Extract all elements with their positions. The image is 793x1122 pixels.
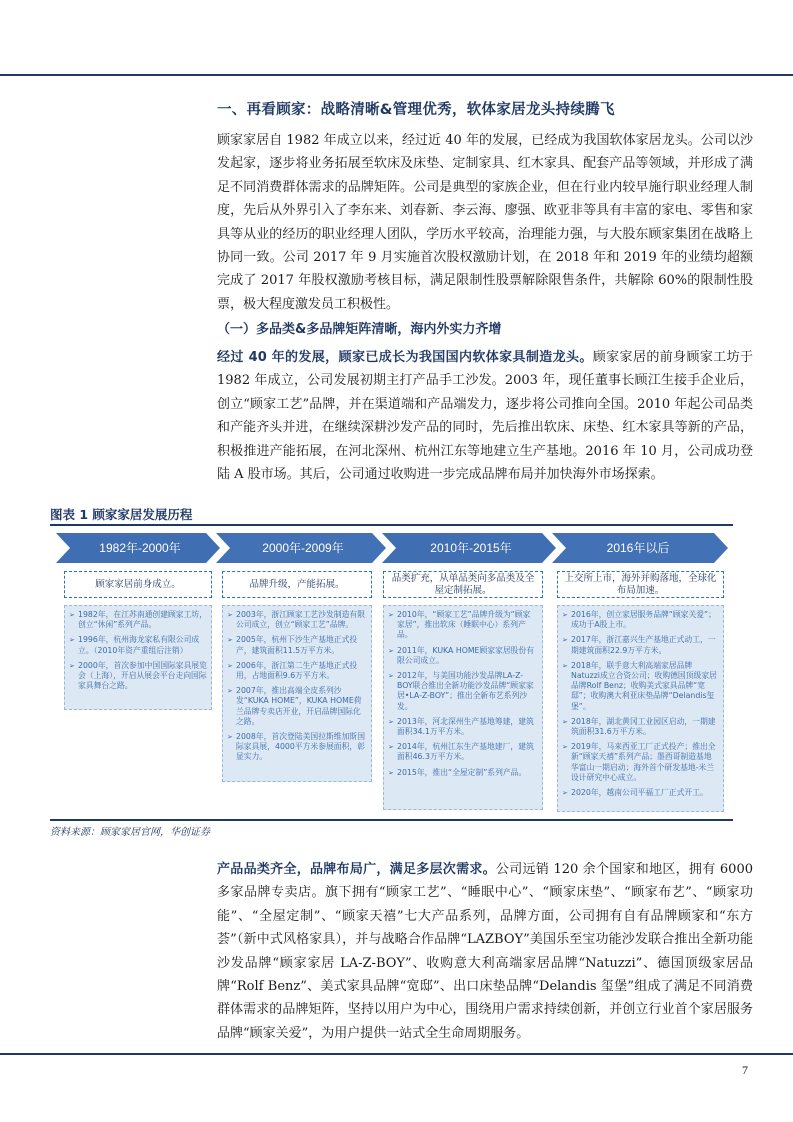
- figure-source: 资料来源：顾家家居官网，华创证券: [50, 827, 210, 838]
- brand-body: 公司远销 120 余个国家和地区，拥有 6000 多家品牌专卖店。旗下拥有“顾家工艺”、“睡眠中心”、“顾家床垫”、“顾家布艺”、“顾家功能”、“全屋定制”、“顾家天禧”七大产品系列，品牌方面，公司拥有自有品牌顾家和“东方荟”（新中式风格家具），并与战略合作品牌“LAZBOY”美国乐至宝功能沙发联合推出全新功能沙发品牌“顾家家居 LA-Z-BOY”、收购意大利高端家居品牌“Natuzzi”、德国顶级家居品牌“Rolf Benz”、美式家具品牌“宽邸”、出口床垫品牌“Delandis 玺堡”组成了满足不同消费群体需求的品牌矩阵，坚持以用户为中心，围绕用户需求持续创新，并创立行业首个家居服务品牌“顾家关爱”，为用户提供一站式全生命周期服务。: [217, 862, 753, 1041]
- brand-lead: 产品品类齐全，品牌布局广，满足多层次需求。: [217, 862, 496, 877]
- event-item: ➢ 2011年，KUKA HOME顾家家居股份有限公司成立。: [388, 645, 535, 665]
- period-label-3: 2010年-2015年: [430, 541, 512, 555]
- footer-rule: [0, 1053, 793, 1055]
- event-item: ➢ 2012年，与美国功能沙发品牌LA-Z-BOY联合推出全新功能沙发品牌“顾家家居•LA-Z-BOY”；推出全新布艺系列沙发。: [388, 671, 534, 711]
- figure-title: 图表 1 顾家家居发展历程: [50, 507, 193, 522]
- period-events-2: [222, 605, 372, 782]
- period-summary-1: 顾家家居前身成立。: [64, 571, 212, 598]
- period-label-4: 2016年以后: [606, 541, 670, 555]
- event-item: ➢ 2018年，湖北黄冈工业园区启动，一期建筑面积31.6万平方米。: [562, 716, 716, 737]
- event-item: ➢ 2007年，推出高端全皮系列沙发“KUKA HOME”，KUKA HOME荷兰品牌专卖店开业，开启品牌国际化之路。: [227, 686, 362, 726]
- intro-paragraph: 顾家家居自 1982 年成立以来，经过近 40 年的发展，已经成为我国软体家居龙头。公司以沙发起家，逐步将业务拓展至软床及床垫、定制家具、红木家具、配套产品等领域，并形成了满足不同消费群体需求的品牌矩阵。公司是典型的家族企业，但在行业内较早施行职业经理人制度，先后从外界引入了李东来、刘春新、李云海、廖强、欧亚非等具有丰富的家电、零售和家具等从业的经历的职业经理人团队，学历水平较高，治理能力强，与大股东顾家集团在战略上协同一致。公司 2017 年 9 月实施首次股权激励计划，在 2018 年和 2019 年的业绩均超额完成了 2017 年股权激励考核目标，满足限制性股票解除限售条件，共解除 60%的限制性股票，极大程度激发员工积极性。: [217, 133, 753, 312]
- timeline-arrows: [56, 533, 728, 563]
- event-item: ➢ 2016年，创立家居服务品牌“顾家关爱”；成功于A股上市。: [562, 610, 716, 630]
- subsection-title: （一）多品类&多品牌矩阵清晰，海内外实力齐增: [217, 322, 502, 337]
- figure-bottom-rule: [50, 819, 733, 821]
- event-item: ➢ 2014年，杭州江东生产基地建厂，建筑面积46.3万平方米。: [388, 742, 534, 762]
- event-item: ➢ 2017年，浙江嘉兴生产基地正式动工，一期建筑面积22.9万平方米。: [562, 635, 716, 655]
- timeline-arrow-2: [216, 533, 386, 563]
- brand-paragraph: [217, 858, 753, 1045]
- figure-top-rule: [50, 524, 733, 526]
- event-item: ➢ 2003年，浙江顾家工艺沙发制造有限公司成立，创立“顾家工艺”品牌。: [227, 610, 365, 630]
- history-lead: 经过 40 年的发展，顾家已成长为我国国内软体家具制造龙头。: [217, 350, 593, 365]
- period-label-2: 2000年-2009年: [262, 541, 344, 555]
- event-item: ➢ 2019年，马来西亚工厂正式投产；推出全新“顾家天禧”系列产品；墨西哥制造基地华富山一期启动；海外首个研发基地-米兰设计研究中心成立。: [562, 742, 716, 782]
- header-rule: [0, 74, 793, 76]
- event-item: ➢ 2020年，越南公司平福工厂正式开工。: [562, 788, 708, 798]
- timeline-arrow-1: [56, 533, 220, 563]
- section-title: 一、再看顾家：战略清晰&管理优秀，软体家居龙头持续腾飞: [217, 102, 615, 118]
- history-paragraph: [217, 346, 753, 486]
- event-item: ➢ 2000年，首次参加中国国际家具展览会（上海），开启从展会平台走向国际家具舞台之路。: [69, 660, 207, 691]
- event-item: ➢ 2018年，联手意大利高端家居品牌Natuzzi成立合资公司；收购德国顶级家居品牌Rolf Benz；收购美式家具品牌“宽邸”；收购澳大利亚床垫品牌“Delandis玺堡”。: [562, 660, 717, 711]
- event-item: ➢ 2006年，浙江第二生产基地正式投用，占地面积9.6万平方米。: [227, 660, 358, 681]
- period-summary-2: 品牌升级，产能拓展。: [222, 571, 372, 598]
- period-events-4: [557, 605, 724, 812]
- timeline-arrow-4: [552, 533, 728, 563]
- event-item: ➢ 2005年，杭州下沙生产基地正式投产，建筑面积11.5万平方米。: [227, 635, 358, 655]
- event-item: ➢ 2008年，首次登陆美国拉斯维加斯国际家具展，4000平方米参展面积，彰显实力。: [227, 732, 365, 762]
- timeline-arrow-3: [382, 533, 556, 563]
- period-summary-3: 品类扩充，从单品类向多品类及全屋定制拓展。: [383, 571, 543, 598]
- event-item: ➢ 1996年，杭州海龙家私有限公司成立。（2010年资产重组后注销）: [69, 635, 200, 655]
- event-item: ➢ 1982年，在江苏南通创建顾家工坊，创立“休闲”系列产品。: [69, 610, 207, 630]
- event-item: ➢ 2013年，河北深州生产基地筹建，建筑面积34.1万平方米。: [388, 716, 534, 737]
- period-label-1: 1982年-2000年: [99, 541, 181, 555]
- history-body: 顾家家居的前身顾家工坊于 1982 年成立，公司发展初期主打产品手工沙发。2003 年，现任董事长顾江生接手企业后，创立“顾家工艺”品牌，并在渠道端和产品端发力，逐步将公司推向全国。2010 年起公司品类和产能齐头并进，在继续深耕沙发产品的同时，先后推出软床、床垫、红木家具等新的产品，积极推进产能拓展，在河北深州、杭州江东等地建立生产基地。2016 年 10 月，公司成功登陆 A 股市场。其后，公司通过收购进一步完成品牌布局并加快海外市场探索。: [217, 350, 753, 483]
- period-summary-4: 上交所上市，海外并购落地，全球化布局加速。: [557, 571, 724, 598]
- event-item: ➢ 2010年，“顾家工艺”品牌升级为“顾家家居”，推出软床（睡眠中心）系列产品。: [388, 610, 531, 640]
- period-events-1: [64, 605, 212, 710]
- period-events-3: [383, 605, 543, 810]
- event-item: ➢ 2015年，推出“全屋定制”系列产品。: [388, 767, 527, 777]
- page-number: 7: [742, 1063, 748, 1077]
